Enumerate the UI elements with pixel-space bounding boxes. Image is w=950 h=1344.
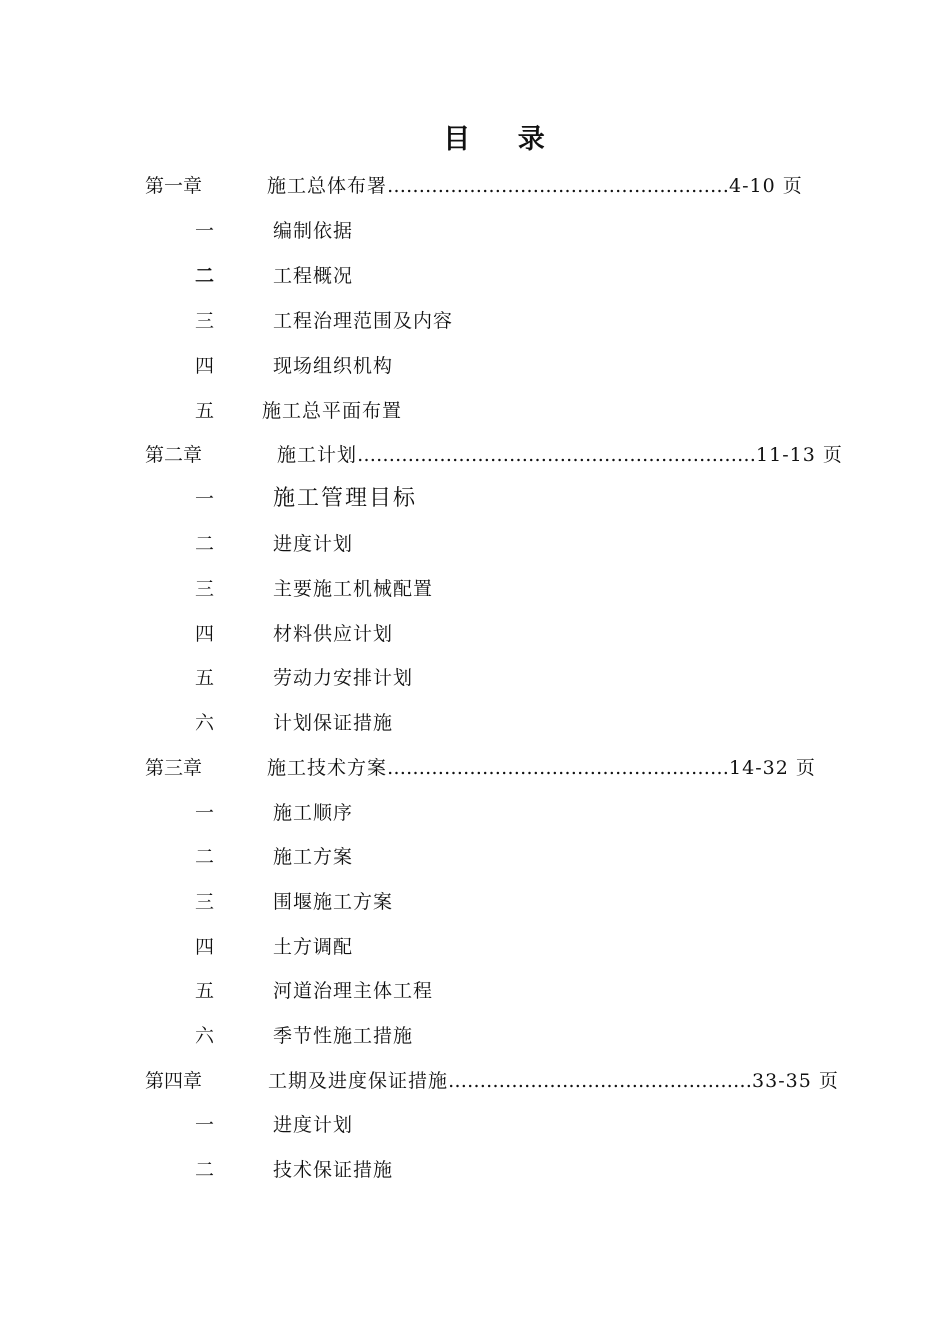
section-title: 季节性施工措施 (273, 1025, 414, 1047)
toc-section-row (0, 1109, 950, 1141)
section-number: 六 (195, 712, 215, 734)
chapter-title-text: 施工技术方案 (267, 757, 388, 779)
chapter-title (267, 752, 816, 784)
section-number: 二 (195, 1159, 215, 1181)
section-number: 二 (195, 533, 215, 555)
page-range: 11-13 页 (756, 444, 843, 466)
section-number: 一 (195, 1114, 215, 1136)
chapter-number: 第三章 (145, 757, 203, 779)
toc-chapter-row (0, 439, 950, 471)
section-number: 三 (195, 310, 215, 332)
section-title: 施工管理目标 (273, 486, 418, 511)
section-title: 围堰施工方案 (273, 891, 394, 913)
section-number: 四 (195, 623, 215, 645)
toc-section-row (0, 395, 950, 427)
toc-section-row (0, 975, 950, 1007)
chapter-title (267, 170, 803, 202)
section-title: 技术保证措施 (273, 1159, 394, 1181)
toc-section-row (0, 662, 950, 694)
page-range: 14-32 页 (729, 757, 816, 779)
section-title: 编制依据 (273, 220, 354, 242)
section-number: 三 (195, 891, 215, 913)
section-number: 一 (195, 802, 215, 824)
toc-section-row (0, 797, 950, 829)
section-title: 现场组织机构 (273, 355, 394, 377)
section-number: 四 (195, 355, 215, 377)
section-number: 五 (195, 400, 215, 422)
chapter-title-text: 施工总体布署 (267, 175, 388, 197)
section-title: 河道治理主体工程 (273, 980, 434, 1002)
section-title: 进度计划 (273, 533, 354, 555)
section-number: 五 (195, 980, 215, 1002)
section-title: 土方调配 (273, 936, 354, 958)
section-number: 六 (195, 1025, 215, 1047)
leader-dots: ……………………………………………… (387, 757, 730, 779)
chapter-title-text: 施工计划 (277, 444, 358, 466)
chapter-number: 第二章 (145, 444, 203, 466)
section-number: 三 (195, 578, 215, 600)
section-title: 施工总平面布置 (262, 400, 403, 422)
toc-section-row (0, 1154, 950, 1186)
section-number: 一 (195, 488, 215, 510)
section-number: 四 (195, 936, 215, 958)
toc-section-row (0, 350, 950, 382)
page-range: 4-10 页 (729, 175, 803, 197)
toc-section-row (0, 886, 950, 918)
leader-dots: ……………………………………………… (387, 175, 730, 197)
chapter-title (268, 1065, 839, 1097)
section-title: 工程治理范围及内容 (273, 310, 454, 332)
chapter-title (277, 439, 843, 471)
toc-section-row (0, 931, 950, 963)
toc-chapter-row (0, 170, 950, 202)
toc-section-row (0, 707, 950, 739)
section-number: 五 (195, 667, 215, 689)
section-title: 计划保证措施 (273, 712, 394, 734)
chapter-number: 第一章 (145, 175, 203, 197)
toc-chapter-row (0, 1065, 950, 1097)
leader-dots: ………………………………………… (448, 1070, 753, 1092)
toc-section-row (0, 260, 950, 292)
document-title: 目 录 (443, 124, 547, 155)
section-title: 工程概况 (273, 265, 354, 287)
leader-dots: ……………………………………………………… (357, 444, 757, 466)
section-title: 材料供应计划 (273, 623, 394, 645)
section-title: 劳动力安排计划 (273, 667, 414, 689)
toc-section-row (0, 215, 950, 247)
section-title: 主要施工机械配置 (273, 578, 434, 600)
page-range: 33-35 页 (752, 1070, 839, 1092)
toc-section-row (0, 573, 950, 605)
toc-section-row (0, 483, 950, 515)
section-title: 进度计划 (273, 1114, 354, 1136)
section-title: 施工方案 (273, 846, 354, 868)
section-number: 二 (195, 846, 215, 868)
toc-chapter-row (0, 752, 950, 784)
toc-section-row (0, 618, 950, 650)
section-number: 一 (195, 220, 215, 242)
toc-section-row (0, 841, 950, 873)
section-number: 二 (195, 265, 215, 287)
section-title: 施工顺序 (273, 802, 354, 824)
chapter-title-text: 工期及进度保证措施 (268, 1070, 449, 1092)
chapter-number: 第四章 (145, 1070, 203, 1092)
toc-section-row (0, 305, 950, 337)
toc-section-row (0, 528, 950, 560)
toc-section-row (0, 1020, 950, 1052)
